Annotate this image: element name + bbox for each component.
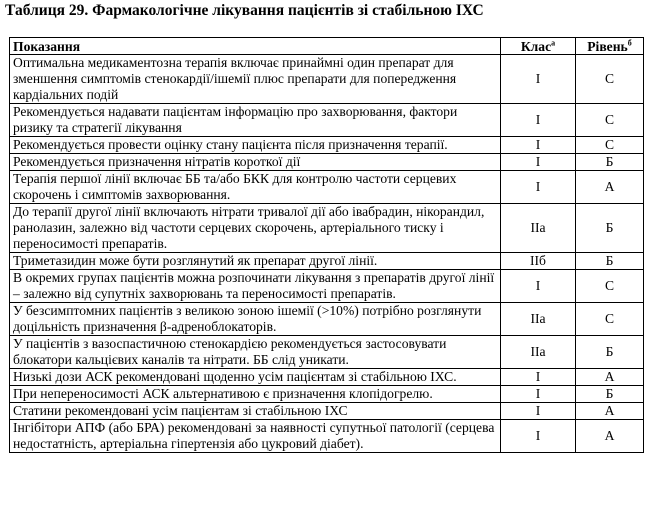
table-row bbox=[10, 104, 644, 137]
table-row bbox=[10, 386, 644, 403]
row-level: C bbox=[576, 104, 644, 137]
level-footnote-marker: б bbox=[627, 37, 632, 47]
row-class: IIa bbox=[501, 336, 576, 369]
header-class: Клас$^а$ bbox=[501, 38, 576, 55]
header-level: Рівень$^б$ bbox=[576, 38, 644, 55]
row-level: Б bbox=[576, 154, 644, 171]
row-level: A bbox=[576, 420, 644, 453]
table-row bbox=[10, 270, 644, 303]
row-class: I bbox=[501, 137, 576, 154]
row-class: IIa bbox=[501, 303, 576, 336]
row-level: A bbox=[576, 369, 644, 386]
table-title: Таблиця 29. Фармакологічне лікування пацієнтів зі стабільною ІХС bbox=[5, 2, 484, 19]
row-indication: Рекомендується призначення нітратів короткої дії bbox=[10, 154, 501, 171]
row-class: I bbox=[501, 104, 576, 137]
row-class: I bbox=[501, 386, 576, 403]
row-indication: Рекомендується надавати пацієнтам інформацію про захворювання, фактори ризику та стратегії лікування bbox=[10, 104, 501, 137]
row-level: Б bbox=[576, 204, 644, 253]
row-class: IIa bbox=[501, 204, 576, 253]
row-class: I bbox=[501, 420, 576, 453]
row-class: I bbox=[501, 270, 576, 303]
table-row bbox=[10, 336, 644, 369]
row-indication: У пацієнтів з вазоспастичною стенокардією рекомендується застосовувати блокатори кальцієвих каналів та нітрати. ББ слід уникати. bbox=[10, 336, 501, 369]
row-indication: Оптимальна медикаментозна терапія включає принаймні один препарат для зменшення симптомів стенокардії/ішемії плюс препарати для попередження кардіальних подій bbox=[10, 55, 501, 104]
table-row bbox=[10, 137, 644, 154]
table-row bbox=[10, 55, 644, 104]
table-row bbox=[10, 369, 644, 386]
row-indication: У безсимптомних пацієнтів з великою зоною ішемії (>10%) потрібно розглянути доцільність призначення β-адреноблокаторів. bbox=[10, 303, 501, 336]
row-level: Б bbox=[576, 253, 644, 270]
row-class: I bbox=[501, 55, 576, 104]
row-level: C bbox=[576, 303, 644, 336]
table-row bbox=[10, 154, 644, 171]
row-indication: Терапія першої лінії включає ББ та/або БКК для контролю частоти серцевих скорочень і симптомів захворювання. bbox=[10, 171, 501, 204]
header-row bbox=[10, 38, 644, 55]
table-row bbox=[10, 420, 644, 453]
row-indication: Інгібітори АПФ (або БРА) рекомендовані за наявності супутньої патології (серцева недостатність, артеріальна гіпертензія або цукровий діабет). bbox=[10, 420, 501, 453]
row-class: I bbox=[501, 403, 576, 420]
row-indication: Статини рекомендовані усім пацієнтам зі стабільною ІХС bbox=[10, 403, 501, 420]
row-class: IIб bbox=[501, 253, 576, 270]
row-indication: Низькі дози АСК рекомендовані щоденно усім пацієнтам зі стабільною ІХС. bbox=[10, 369, 501, 386]
row-indication: В окремих групах пацієнтів можна розпочинати лікування з препаратів другої лінії – залежно від супутніх захворювань та переносимості препаратів. bbox=[10, 270, 501, 303]
row-level: A bbox=[576, 171, 644, 204]
recommendations-table bbox=[9, 37, 644, 453]
row-indication: Рекомендується провести оцінку стану пацієнта після призначення терапії. bbox=[10, 137, 501, 154]
row-level: A bbox=[576, 403, 644, 420]
table-row bbox=[10, 171, 644, 204]
table-row bbox=[10, 204, 644, 253]
row-indication: Триметазидин може бути розглянутий як препарат другої лінії. bbox=[10, 253, 501, 270]
row-class: I bbox=[501, 369, 576, 386]
table-row bbox=[10, 303, 644, 336]
table-row bbox=[10, 403, 644, 420]
row-class: I bbox=[501, 171, 576, 204]
header-indication: Показання bbox=[10, 38, 501, 55]
row-level: C bbox=[576, 55, 644, 104]
row-level: C bbox=[576, 137, 644, 154]
row-level: Б bbox=[576, 386, 644, 403]
row-indication: При непереносимості АСК альтернативою є призначення клопідогрелю. bbox=[10, 386, 501, 403]
row-level: Б bbox=[576, 336, 644, 369]
row-level: C bbox=[576, 270, 644, 303]
class-footnote-marker: а bbox=[551, 37, 556, 47]
table-row bbox=[10, 253, 644, 270]
row-class: I bbox=[501, 154, 576, 171]
row-indication: До терапії другої лінії включають нітрати тривалої дії або івабрадин, нікорандил, ранолазин, залежно від частоти серцевих скорочень, артеріального тиску і переносимості препаратів. bbox=[10, 204, 501, 253]
